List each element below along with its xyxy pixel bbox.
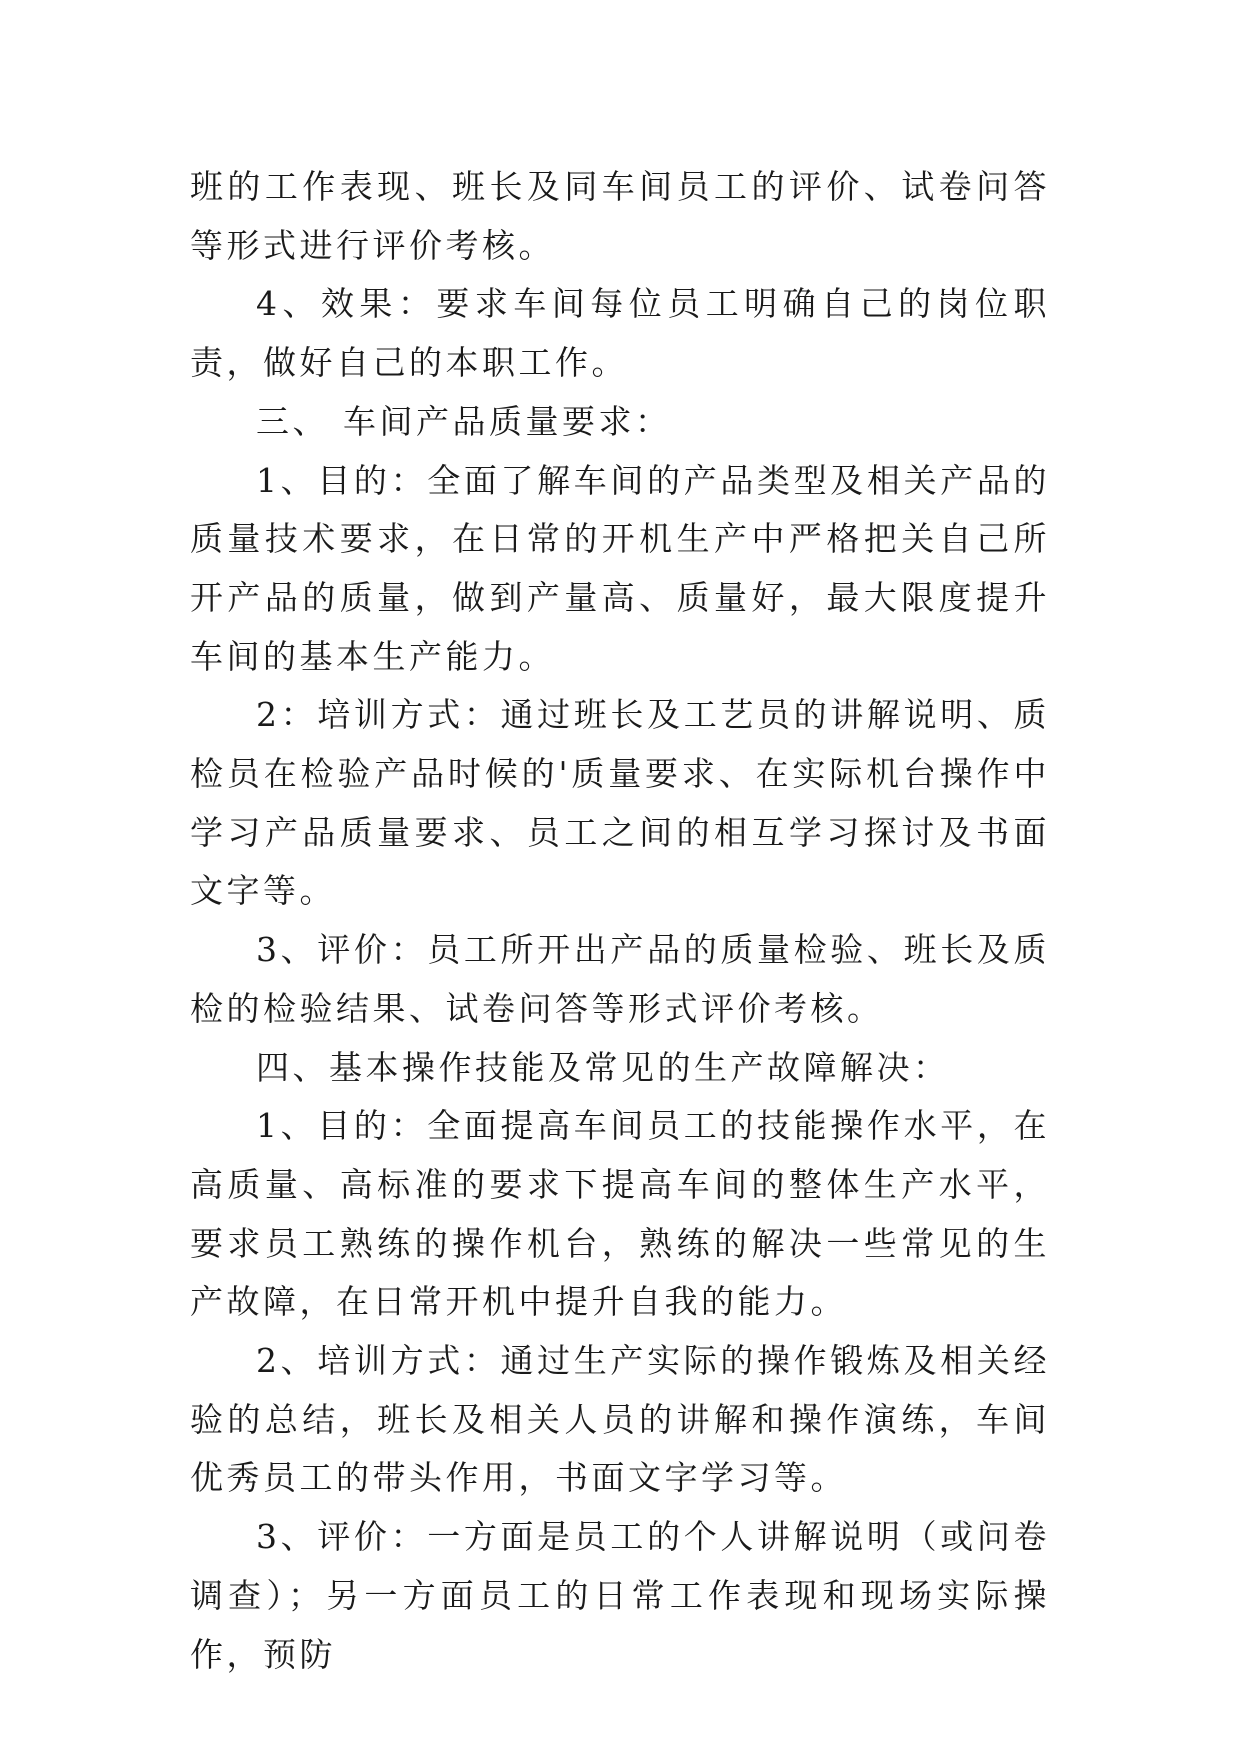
paragraph-6: 3、评价：员工所开出产品的质量检验、班长及质检的检验结果、试卷问答等形式评价考核。 [190,930,1050,1028]
paragraph-2: 4、效果：要求车间每位员工明确自己的岗位职责，做好自己的本职工作。 [190,284,1050,383]
paragraph-1: 班的工作表现、班长及同车间员工的评价、试卷问答等形式进行评价考核。 [190,167,1050,265]
paragraph-4: 1、目的：全面了解车间的产品类型及相关产品的质量技术要求，在日常的开机生产中严格把关自己所开产品的质量，做到产量高、质量好，最大限度提升车间的基本生产能力。 [190,460,1050,676]
paragraph-5: 2：培训方式：通过班长及工艺员的讲解说明、质检员在检验产品时候的'质量要求、在实际机台操作中学习产品质量要求、员工之间的相互学习探讨及书面文字等。 [190,695,1050,911]
paragraph-9: 2、培训方式：通过生产实际的操作锻炼及相关经验的总结，班长及相关人员的讲解和操作演练，车间优秀员工的带头作用，书面文字学习等。 [190,1341,1050,1498]
document-body [190,158,1050,1684]
section-heading-4: 四、基本操作技能及常见的生产故障解决： [256,1047,950,1087]
paragraph-10: 3、评价：一方面是员工的个人讲解说明（或问卷调查）；另一方面员工的日常工作表现和现场实际操作，预防 [190,1517,1050,1674]
section-heading-3: 三、 车间产品质量要求： [256,401,672,441]
paragraph-8: 1、目的：全面提高车间员工的技能操作水平，在高质量、高标准的要求下提高车间的整体生产水平，要求员工熟练的操作机台，熟练的解决一些常见的生产故障，在日常开机中提升自我的能力。 [190,1106,1050,1322]
